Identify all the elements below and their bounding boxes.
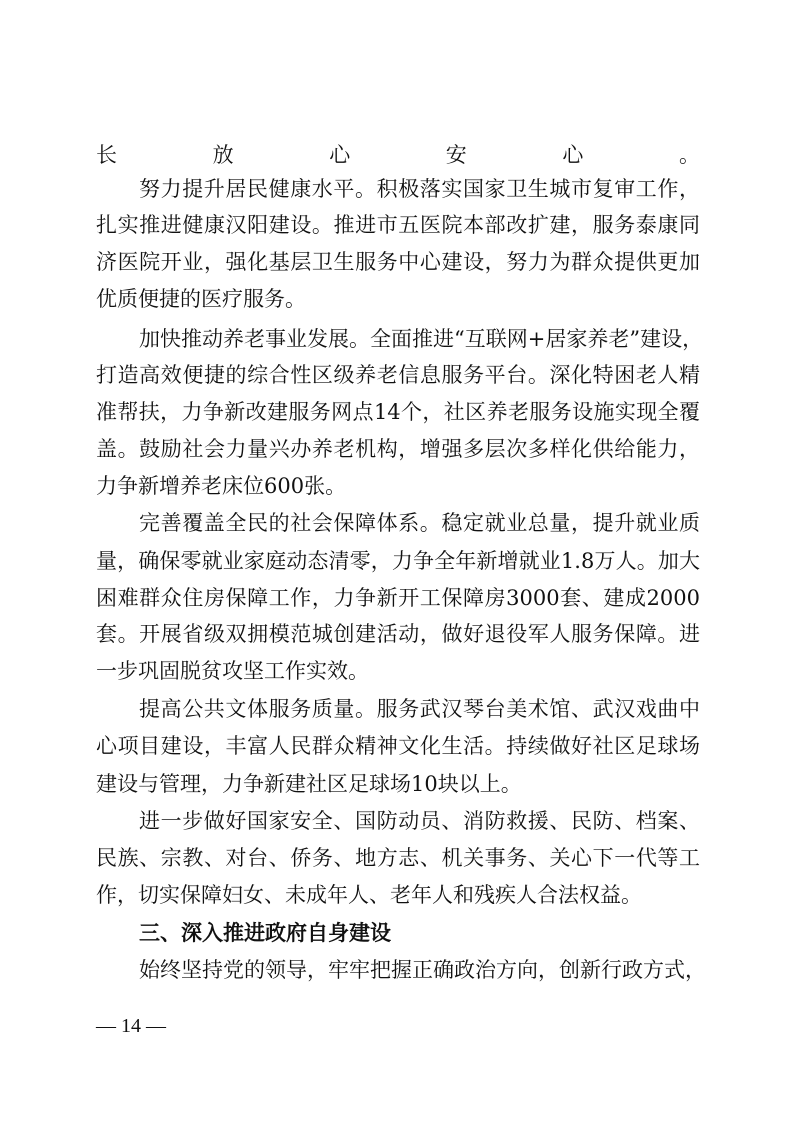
text-line: 扎实推进健康汉阳建设。推进市五医院本部改扩建，服务泰康同 [96, 213, 700, 237]
text-line: 困难群众住房保障工作，力争新开工保障房3000套、建成2000 [96, 586, 700, 610]
text-line: 作，切实保障妇女、未成年人、老年人和残疾人合法权益。 [96, 883, 642, 907]
text-line: 盖。鼓励社会力量兴办养老机构，增强多层次多样化供给能力， [96, 437, 700, 461]
text-line: 心项目建设，丰富人民群众精神文化生活。持续做好社区足球场 [96, 734, 700, 758]
section-heading: 三、深入推进政府自身建设 [139, 921, 391, 945]
text-line: 量，确保零就业家庭动态清零，力争全年新增就业1.8万人。加大 [96, 549, 700, 573]
text-line: 套。开展省级双拥模范城创建活动，做好退役军人服务保障。进 [96, 622, 700, 646]
text-line: 济医院开业，强化基层卫生服务中心建设，努力为群众提供更加 [96, 250, 700, 274]
text-line: 一步巩固脱贫攻坚工作实效。 [96, 659, 369, 683]
text-line: 建设与管理，力争新建社区足球场10块以上。 [96, 772, 522, 796]
text-line: 力争新增养老床位600张。 [96, 474, 347, 498]
text-line: 民族、宗教、对台、侨务、地方志、机关事务、关心下一代等工 [96, 846, 700, 870]
text-line: 长放心安心。 [96, 143, 700, 167]
text-line: 始终坚持党的领导，牢牢把握正确政治方向，创新行政方式， [139, 958, 706, 982]
text-line: 优质便捷的医疗服务。 [96, 287, 306, 311]
text-line: 进一步做好国家安全、国防动员、消防救援、民防、档案、 [139, 809, 700, 833]
text-line: 努力提升居民健康水平。积极落实国家卫生城市复审工作， [139, 177, 700, 201]
page-number: — 14 — [96, 1015, 166, 1037]
text-line: 完善覆盖全民的社会保障体系。稳定就业总量，提升就业质 [139, 511, 700, 535]
text-line: 打造高效便捷的综合性区级养老信息服务平台。深化特困老人精 [96, 363, 700, 387]
text-line: 准帮扶，力争新改建服务网点14个，社区养老服务设施实现全覆 [96, 400, 700, 424]
text-line: 提高公共文体服务质量。服务武汉琴台美术馆、武汉戏曲中 [139, 697, 700, 721]
text-line: 加快推动养老事业发展。全面推进“互联网+居家养老”建设， [139, 327, 704, 351]
